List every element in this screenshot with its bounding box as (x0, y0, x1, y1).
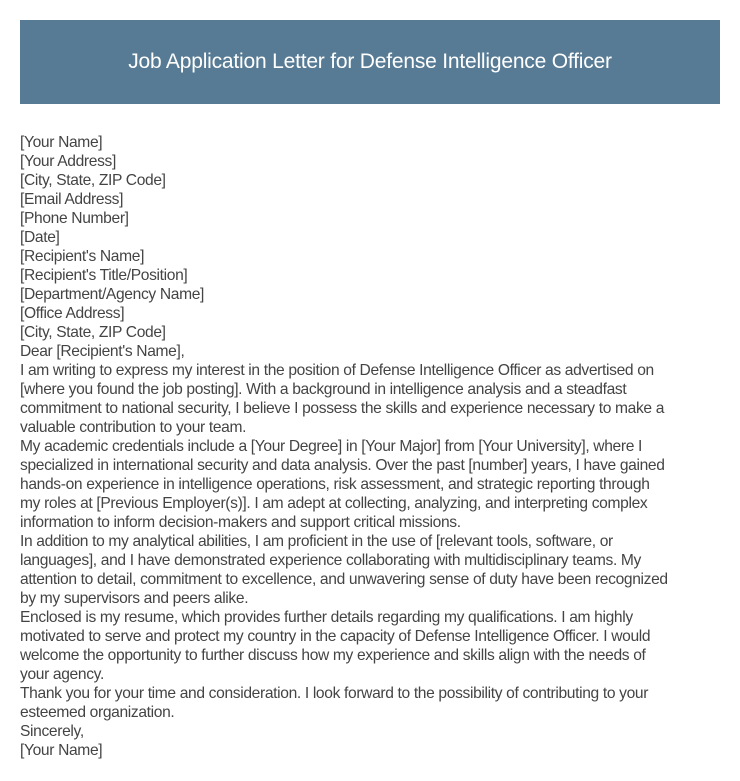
recipient-city-state-zip: [City, State, ZIP Code] (20, 324, 166, 341)
paragraph-thank-you (20, 684, 730, 722)
paragraph-line: Enclosed is my resume, which provides further details regarding my qualifications. I am highly (20, 609, 633, 626)
paragraph-line: I am writing to express my interest in the position of Defense Intelligence Officer as advertised on (20, 362, 654, 379)
letter-body (20, 133, 730, 760)
closing: Sincerely, (20, 723, 84, 740)
sender-phone: [Phone Number] (20, 210, 129, 227)
sender-name: [Your Name] (20, 134, 103, 151)
paragraph-line: your agency. (20, 666, 104, 683)
paragraph-line: information to inform decision-makers and support critical missions. (20, 514, 461, 531)
paragraph-line: valuable contribution to your team. (20, 419, 247, 436)
paragraph-interest (20, 361, 730, 437)
paragraph-line: welcome the opportunity to further discuss how my experience and skills align with the needs of (20, 647, 646, 664)
recipient-office-address: [Office Address] (20, 305, 125, 322)
paragraph-line: motivated to serve and protect my country in the capacity of Defense Intelligence Officer. I would (20, 628, 651, 645)
title-banner (20, 20, 720, 104)
salutation: Dear [Recipient's Name], (20, 343, 185, 360)
paragraph-abilities (20, 532, 730, 608)
paragraph-line: hands-on experience in intelligence operations, risk assessment, and strategic reporting through (20, 476, 650, 493)
signature: [Your Name] (20, 742, 103, 759)
paragraph-enclosed-resume (20, 608, 730, 684)
sender-address: [Your Address] (20, 153, 116, 170)
paragraph-line: commitment to national security, I believe I possess the skills and experience necessary to make a (20, 400, 665, 417)
recipient-department: [Department/Agency Name] (20, 286, 205, 303)
paragraph-line: My academic credentials include a [Your Degree] in [Your Major] from [Your University], where I (20, 438, 642, 455)
paragraph-credentials (20, 437, 730, 532)
paragraph-line: esteemed organization. (20, 704, 175, 721)
sender-city-state-zip: [City, State, ZIP Code] (20, 172, 166, 189)
recipient-name: [Recipient's Name] (20, 248, 145, 265)
paragraph-line: Thank you for your time and consideration. I look forward to the possibility of contributing to your (20, 685, 649, 702)
paragraph-line: In addition to my analytical abilities, I am proficient in the use of [relevant tools, software, or (20, 533, 613, 550)
letter-date: [Date] (20, 229, 60, 246)
paragraph-line: languages], and I have demonstrated experience collaborating with multidisciplinary teams. My (20, 552, 642, 569)
page-title: Job Application Letter for Defense Intelligence Officer (128, 50, 612, 73)
paragraph-line: my roles at [Previous Employer(s)]. I am adept at collecting, analyzing, and interpreting complex (20, 495, 648, 512)
sender-email: [Email Address] (20, 191, 124, 208)
paragraph-line: [where you found the job posting]. With a background in intelligence analysis and a steadfast (20, 381, 627, 398)
paragraph-line: by my supervisors and peers alike. (20, 590, 249, 607)
paragraph-line: specialized in international security and data analysis. Over the past [number] years, I have gained (20, 457, 665, 474)
paragraph-line: attention to detail, commitment to excellence, and unwavering sense of duty have been recognized (20, 571, 668, 588)
recipient-title: [Recipient's Title/Position] (20, 267, 188, 284)
